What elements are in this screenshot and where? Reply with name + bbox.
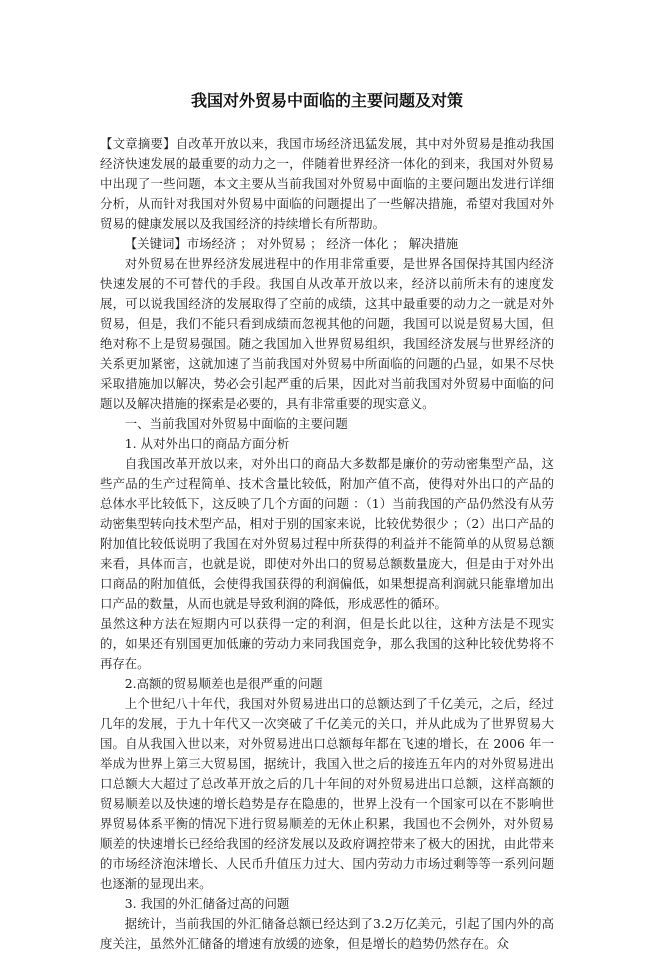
subsection-1-paragraph-b: 虽然这种方法在短期内可以获得一定的利润，但是长此以往，这种方法是不现实的，如果还有别国更加低廉的劳动力来同我国竞争，那么我国的这种比较优势将不再存在。 [100,616,554,671]
keywords-label: 【关键词】 [124,236,187,251]
section-1-heading: 一、当前我国对外贸易中面临的主要问题 [124,416,348,431]
subsection-1-heading: 1. 从对外出口的商品方面分析 [124,436,290,451]
keywords-text: 市场经济 ； 对外贸易 ； 经济一体化 ； 解决措施 [186,236,459,251]
intro-paragraph: 对外贸易在世界经济发展进程中的作用非常重要，是世界各国保持其国内经济快速发展的不可替代的手段。我国自从改革开放以来，经济以前所未有的速度发展，可以说我国经济的发展取得了空前的成绩，这其中最重要的动力之一就是对外贸易，但是，我们不能只看到成绩而忽视其他的问题，我国可以说是贸易大国，但绝对称不上是贸易强国。随之我国加入世界贸易组织，我国经济发展与世界经济的关系更加紧密，这就加速了当前我国对外贸易中所面临的问题的凸显，如果不尽快采取措施加以解决，势必会引起严重的后果，因此对当前我国对外贸易中面临的问题以及解决措施的探索是必要的，具有非常重要的现实意义。 [100,256,554,411]
subsection-2-heading: 2.高额的贸易顺差也是很严重的问题 [124,676,323,691]
subsection-3-paragraph: 据统计，当前我国的外汇储备总额已经达到了3.2万亿美元，引起了国内外的高度关注，虽然外汇储备的增速有放缓的迹象，但是增长的趋势仍然存在。众 [100,916,554,951]
keywords-paragraph [100,234,554,254]
document-body [100,90,554,954]
subsection-1-paragraph-a: 自我国改革开放以来，对外出口的商品大多数都是廉价的劳动密集型产品，这些产品的生产过程简单、技术含量比较低，附加产值不高，使得对外出口的产品的总体水平比较低下，这反映了几个方面的问题 ：（1）当前我国的产品仍然没有从劳动密集型转向技术型产品，相对于别的国家来说，比较优势很少 ；（2）出口产品的附加值比较低说明了我国在对外贸易过程中所获得的利益并不能简单的从贸易总额来看，具体而言，也就是说，即使对外出口的贸易总额数量庞大，但是由于对外出口商品的附加值低，会使得我国获得的利润偏低，如果想提高利润就只能靠增加出口产品的数量，从而也就是导致利润的降低，形成恶性的循环。 [100,456,554,611]
subsection-3-heading: 3. 我国的外汇储备过高的问题 [124,896,290,911]
abstract-label: 【文章摘要】 [100,136,176,151]
document-title: 我国对外贸易中面临的主要问题及对策 [190,91,463,110]
abstract-text: 自改革开放以来，我国市场经济迅猛发展，其中对外贸易是推动我国经济快速发展的最重要的动力之一，伴随着世界经济一体化的到来，我国对外贸易中出现了一些问题，本文主要从当前我国对外贸易中面临的主要问题出发进行详细分析，从而针对我国对外贸易中面临的问题提出了一些解决措施，希望对我国对外贸易的健康发展以及我国经济的持续增长有所帮助。 [100,136,555,231]
abstract-paragraph [100,134,554,234]
subsection-2-paragraph: 上个世纪八十年代，我国对外贸易进出口的总额达到了千亿美元，之后，经过几年的发展，于九十年代又一次突破了千亿美元的关口，并从此成为了世界贸易大国。自从我国入世以来，对外贸易进出口总额每年都在飞速的增长，在 2006 年一举成为世界上第三大贸易国，据统计，我国入世之后的接连五年内的对外贸易进出口总额大大超过了总改革开放之后的几十年间的对外贸易进出口总额，这样高额的贸易顺差以及快速的增长趋势是存在隐患的，世界上没有一个国家可以在不影响世界贸易体系平衡的情况下进行贸易顺差的无休止积累，我国也不会例外，对外贸易顺差的快速增长已经给我国的经济发展以及政府调控带来了极大的困扰，由此带来的市场经济泡沫增长、人民币升值压力过大、国内劳动力市场过剩等等一系列问题也逐渐的显现出来。 [100,696,554,891]
